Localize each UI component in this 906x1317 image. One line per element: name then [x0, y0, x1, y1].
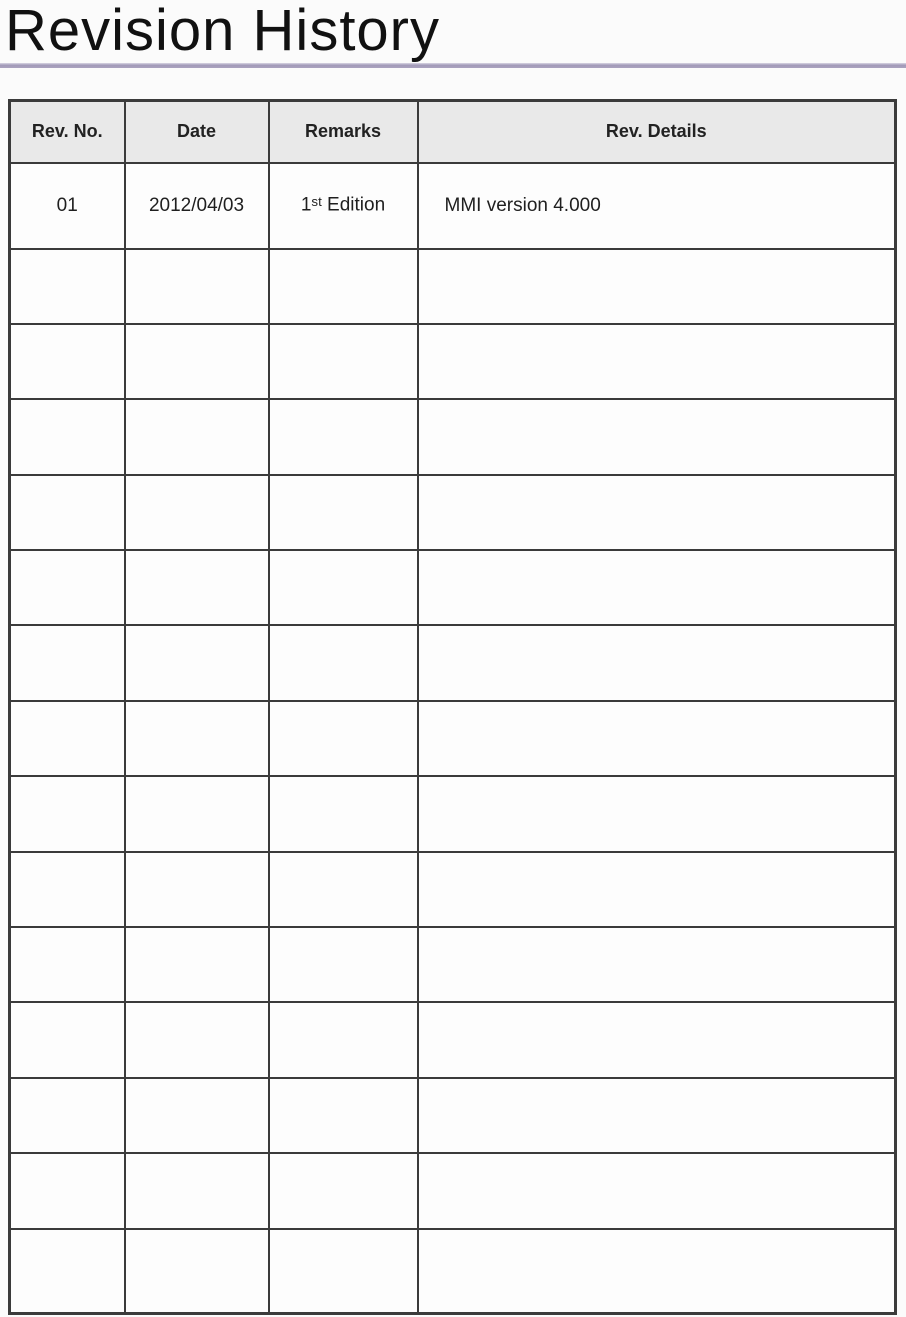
- table-row: [10, 1153, 896, 1228]
- table-header-row: [10, 101, 896, 163]
- cell-date: [125, 927, 269, 1002]
- cell-details: [418, 852, 896, 927]
- cell-date: [125, 324, 269, 399]
- cell-rev-no: [10, 701, 125, 776]
- table-row: [10, 475, 896, 550]
- cell-remarks: [269, 324, 418, 399]
- cell-date: [125, 1229, 269, 1314]
- column-header-rev-details: Rev. Details: [418, 101, 896, 163]
- cell-remarks: [269, 625, 418, 700]
- cell-date: [125, 1002, 269, 1077]
- column-header-date: Date: [125, 101, 269, 163]
- cell-details: [418, 1002, 896, 1077]
- cell-remarks: [269, 852, 418, 927]
- cell-remarks: [269, 927, 418, 1002]
- revision-history-table: [8, 99, 897, 1315]
- cell-remarks: [269, 249, 418, 324]
- cell-rev-no: 01: [10, 163, 125, 249]
- cell-rev-no: [10, 776, 125, 851]
- cell-details: [418, 475, 896, 550]
- cell-details: [418, 324, 896, 399]
- page-title: Revision History: [5, 0, 440, 63]
- cell-rev-no: [10, 1153, 125, 1228]
- table-row: [10, 927, 896, 1002]
- table-row: [10, 625, 896, 700]
- cell-date: [125, 249, 269, 324]
- cell-remarks: [269, 1229, 418, 1314]
- cell-details: [418, 1229, 896, 1314]
- cell-remarks: [269, 1153, 418, 1228]
- cell-date: [125, 1078, 269, 1153]
- remarks-superscript: st: [311, 194, 322, 210]
- cell-date: [125, 399, 269, 474]
- cell-rev-no: [10, 625, 125, 700]
- column-header-rev-no: Rev. No.: [10, 101, 125, 163]
- table-row: [10, 550, 896, 625]
- cell-date: [125, 625, 269, 700]
- cell-rev-no: [10, 1229, 125, 1314]
- cell-details: [418, 927, 896, 1002]
- cell-rev-no: [10, 927, 125, 1002]
- cell-details: [418, 776, 896, 851]
- table-row: [10, 399, 896, 474]
- cell-rev-no: [10, 324, 125, 399]
- cell-remarks: [269, 701, 418, 776]
- cell-date: [125, 1153, 269, 1228]
- table-row: [10, 163, 896, 249]
- cell-details: [418, 249, 896, 324]
- cell-date: [125, 475, 269, 550]
- remarks-rest: Edition: [321, 194, 386, 216]
- cell-remarks: [269, 163, 418, 249]
- table-row: [10, 324, 896, 399]
- cell-details: [418, 550, 896, 625]
- table-row: [10, 852, 896, 927]
- cell-details: [418, 1153, 896, 1228]
- cell-rev-no: [10, 475, 125, 550]
- cell-details: MMI version 4.000: [418, 163, 896, 249]
- cell-date: [125, 852, 269, 927]
- cell-rev-no: [10, 249, 125, 324]
- cell-details: [418, 625, 896, 700]
- cell-remarks: [269, 399, 418, 474]
- table-row: [10, 249, 896, 324]
- cell-remarks: [269, 776, 418, 851]
- cell-details: [418, 701, 896, 776]
- table-row: [10, 1002, 896, 1077]
- cell-rev-no: [10, 1002, 125, 1077]
- cell-date: [125, 550, 269, 625]
- cell-date: 2012/04/03: [125, 163, 269, 249]
- title-underline: [0, 63, 906, 68]
- cell-remarks: [269, 475, 418, 550]
- table-row: [10, 1229, 896, 1314]
- cell-details: [418, 1078, 896, 1153]
- cell-date: [125, 776, 269, 851]
- remarks-base: 1: [300, 194, 312, 216]
- cell-remarks: [269, 1002, 418, 1077]
- cell-rev-no: [10, 1078, 125, 1153]
- table-row: [10, 1078, 896, 1153]
- cell-remarks: [269, 1078, 418, 1153]
- cell-remarks: [269, 550, 418, 625]
- cell-rev-no: [10, 852, 125, 927]
- cell-details: [418, 399, 896, 474]
- cell-date: [125, 701, 269, 776]
- cell-rev-no: [10, 550, 125, 625]
- table-row: [10, 701, 896, 776]
- cell-rev-no: [10, 399, 125, 474]
- column-header-remarks: Remarks: [269, 101, 418, 163]
- table-row: [10, 776, 896, 851]
